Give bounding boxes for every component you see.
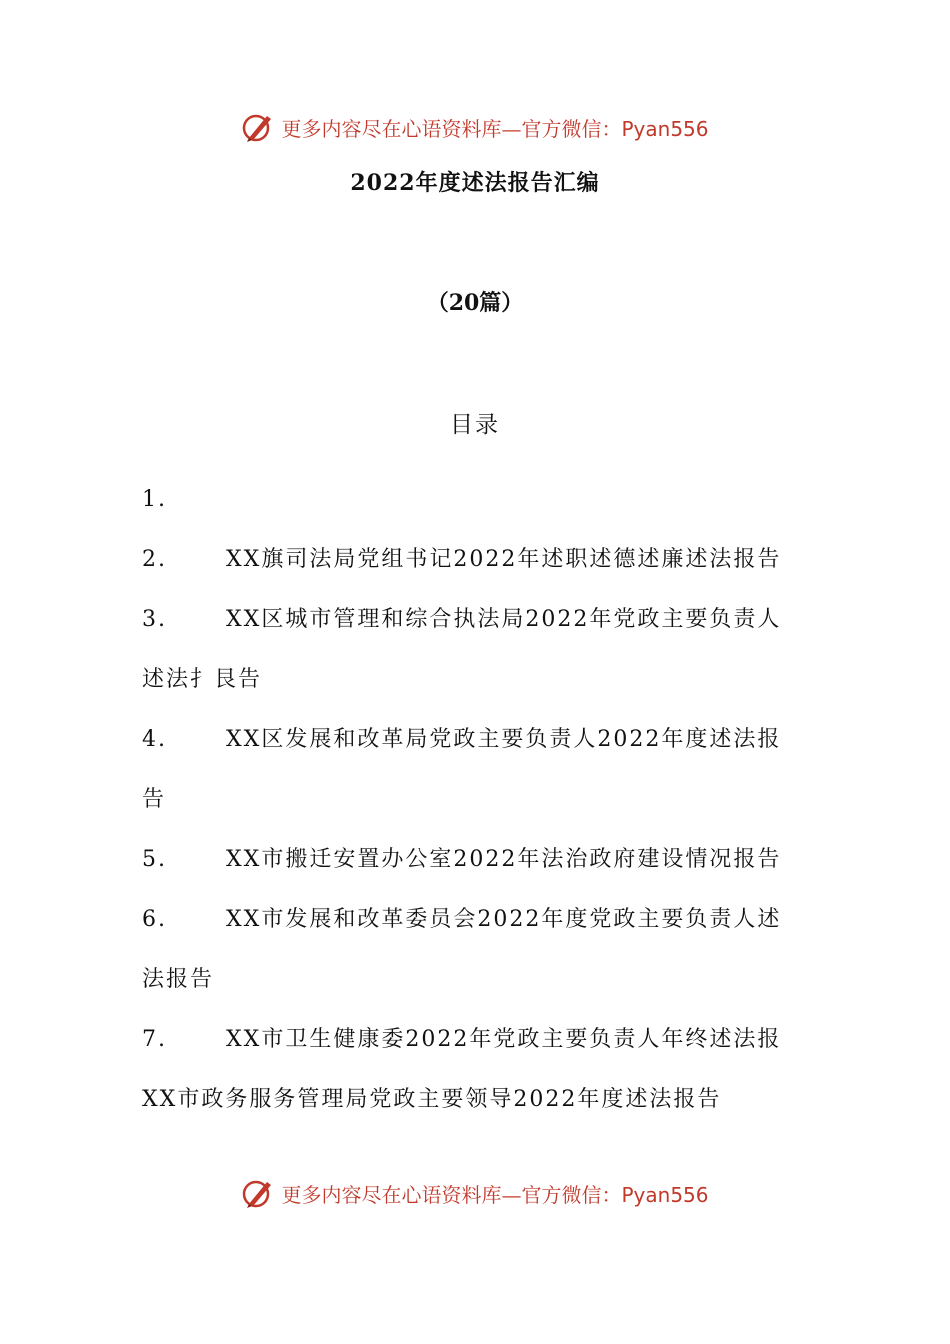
toc-item-6 (142, 890, 812, 1010)
toc-item-number: 1. (142, 487, 167, 512)
toc-item-number: 3. (142, 607, 167, 632)
pen-logo-icon (241, 110, 275, 144)
wechat-id: Pyan556 (621, 1182, 709, 1207)
toc-item-1 (142, 470, 812, 530)
toc-item-2 (142, 530, 812, 590)
toc-item-number: 7. (142, 1027, 167, 1052)
toc-item-title: XX旗司法局党组书记2022年述职述德述廉述法报告 (226, 547, 782, 572)
toc-item-number: 6. (142, 907, 167, 932)
pen-logo-icon (241, 1176, 275, 1210)
toc-item-title: XX市搬迁安置办公室2022年法治政府建设情况报告 (226, 847, 782, 872)
toc-item-title: XX市卫生健康委2022年党政主要负责人年终述法报 (226, 1027, 782, 1052)
document-title: 2022年度述法报告汇编 (350, 170, 600, 196)
toc-item-title: XX区发展和改革局党政主要负责人2022年度述法报 (226, 727, 782, 752)
toc-item-4 (142, 710, 812, 830)
table-of-contents (142, 470, 812, 1130)
toc-item-title: XX区城市管理和综合执法局2022年党政主要负责人 (226, 607, 782, 632)
toc-item-title: XX市发展和改革委员会2022年度党政主要负责人述 (226, 907, 782, 932)
toc-heading: 目录 (450, 412, 500, 438)
toc-item-number: 2. (142, 547, 167, 572)
wechat-id: Pyan556 (621, 116, 709, 141)
toc-trailing-line: XX市政务服务管理局党政主要领导2022年度述法报告 (142, 1087, 722, 1112)
toc-item-7 (142, 1010, 812, 1070)
footer-banner (0, 1176, 950, 1210)
banner-text: 更多内容尽在心语资料库—官方微信：Pyan556 (281, 1182, 709, 1207)
toc-item-number: 5. (142, 847, 167, 872)
header-banner (0, 110, 950, 144)
toc-item-title-continued: 告 (142, 787, 167, 812)
toc-item-title-continued: 法报告 (142, 967, 215, 992)
toc-item-5 (142, 830, 812, 890)
toc-item-title-continued: 述法扌艮告 (142, 667, 263, 692)
banner-text: 更多内容尽在心语资料库—官方微信：Pyan556 (281, 116, 709, 141)
document-count: （20篇） (426, 290, 524, 316)
toc-item-3 (142, 590, 812, 710)
toc-item-number: 4. (142, 727, 167, 752)
